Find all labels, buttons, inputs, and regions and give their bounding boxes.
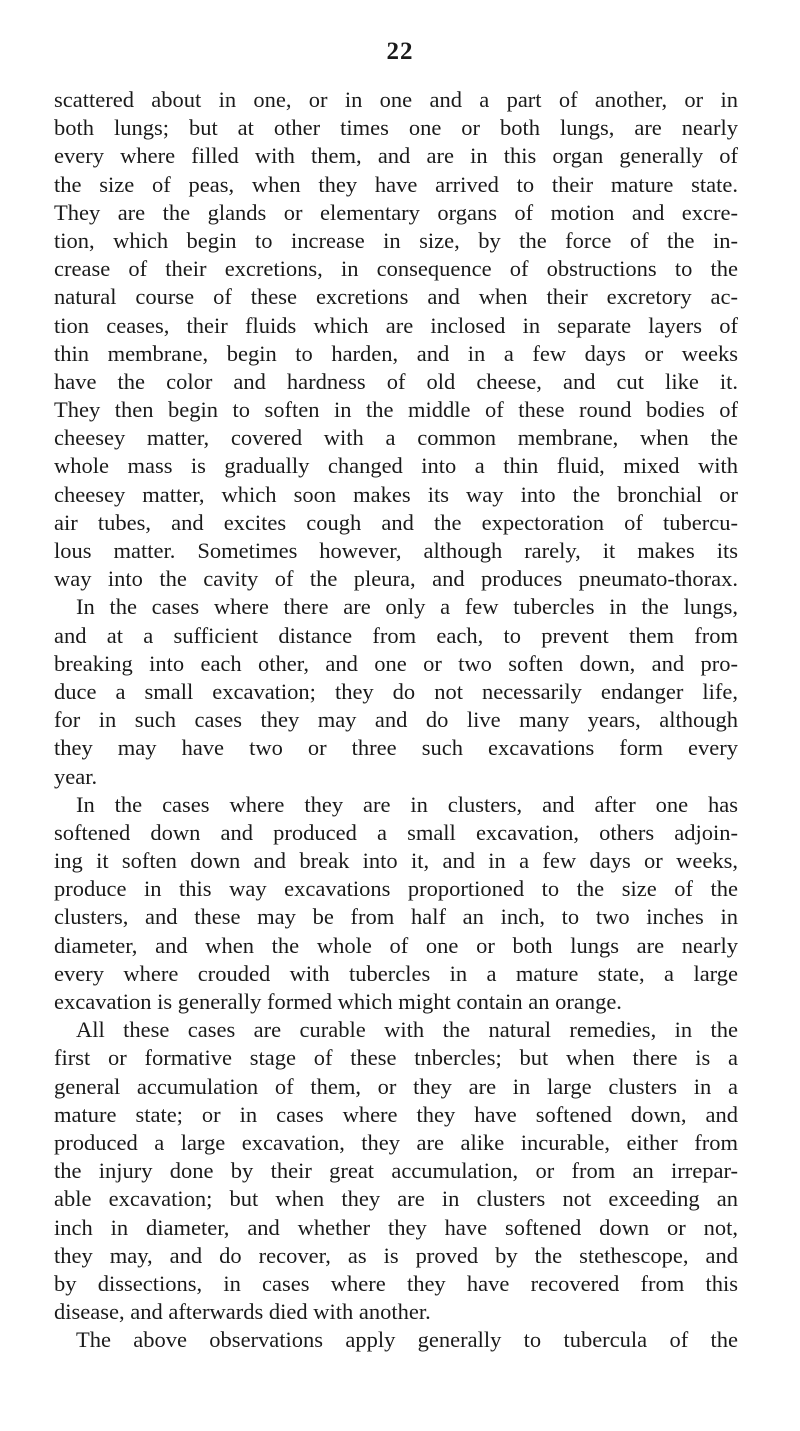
text-line: breaking into each other, and one or two soften down, and pro- [54, 650, 738, 676]
text-line: lous matter. Sometimes however, although rarely, it makes its [54, 538, 738, 563]
text-line: the size of peas, when they have arrived to their mature state. [54, 171, 738, 197]
text-line: produced a large excavation, they are alike incurable, either from [54, 1129, 738, 1155]
text-line: have the color and hardness of old cheese, and cut like it. [54, 368, 738, 394]
text-line: whole mass is gradually changed into a thin fluid, mixed with [54, 453, 738, 479]
text-line: and at a sufficient distance from each, to prevent them from [54, 622, 738, 648]
text-line: they may, and do recover, as is proved by the stethescope, and [54, 1242, 738, 1268]
text-line: crease of their excretions, in consequence of obstructions to the [54, 256, 738, 282]
text-line: tion, which begin to increase in size, by the force of the in- [54, 227, 738, 253]
text-line: duce a small excavation; they do not necessarily endanger life, [54, 678, 738, 704]
page-number: 22 [386, 38, 414, 65]
text-line: clusters, and these may be from half an inch, to two inches in [54, 904, 738, 930]
text-line: year. [54, 763, 98, 789]
text-line: able excavation; but when they are in clusters not exceeding an [54, 1186, 738, 1212]
text-line: disease, and afterwards died with another. [54, 1299, 431, 1325]
text-line: they may have two or three such excavations form every [54, 735, 738, 761]
text-line: mature state; or in cases where they have softened down, and [54, 1101, 738, 1127]
text-line: inch in diameter, and whether they have softened down or not, [54, 1214, 738, 1240]
text-line: first or formative stage of these tnbercles; but when there is a [54, 1045, 738, 1071]
text-line: every where filled with them, and are in this organ generally of [54, 143, 738, 169]
text-line: thin membrane, begin to harden, and in a few days or weeks [54, 340, 738, 366]
text-line: cheesey matter, covered with a common membrane, when the [54, 425, 738, 451]
text-line: both lungs; but at other times one or both lungs, are nearly [54, 115, 738, 141]
text-line: ing it soften down and break into it, and in a few days or weeks, [54, 848, 738, 874]
text-line: In the cases where they are in clusters, and after one has [76, 791, 738, 817]
text-line: The above observations apply generally to tubercula of the [76, 1327, 738, 1353]
text-line: cheesey matter, which soon makes its way into the bronchial or [54, 481, 738, 507]
text-line: produce in this way excavations proportioned to the size of the [54, 876, 738, 902]
text-line: They are the glands or elementary organs of motion and excre- [54, 199, 738, 225]
text-line: diameter, and when the whole of one or both lungs are nearly [54, 932, 738, 958]
text-line: the injury done by their great accumulation, or from an irrepar- [54, 1158, 738, 1184]
text-line: general accumulation of them, or they are in large clusters in a [54, 1073, 738, 1099]
text-line: tion ceases, their fluids which are inclosed in separate layers of [54, 312, 738, 338]
text-line: scattered about in one, or in one and a part of another, or in [54, 87, 738, 112]
body-text [54, 86, 738, 1354]
text-line: All these cases are curable with the natural remedies, in the [76, 1017, 738, 1043]
text-line: for in such cases they may and do live many years, although [54, 707, 738, 733]
text-line: air tubes, and excites cough and the expectoration of tubercu- [54, 509, 738, 535]
text-line: every where crouded with tubercles in a mature state, a large [54, 960, 738, 986]
text-line: way into the cavity of the pleura, and produces pneumato-thorax. [54, 566, 738, 592]
text-line: softened down and produced a small excavation, others adjoin- [54, 819, 738, 845]
text-line: In the cases where there are only a few tubercles in the lungs, [76, 594, 738, 620]
text-line: by dissections, in cases where they have recovered from this [54, 1270, 738, 1296]
text-line: excavation is generally formed which might contain an orange. [54, 989, 622, 1014]
text-line: They then begin to soften in the middle of these round bodies of [54, 397, 738, 423]
text-line: natural course of these excretions and when their excretory ac- [54, 284, 738, 310]
